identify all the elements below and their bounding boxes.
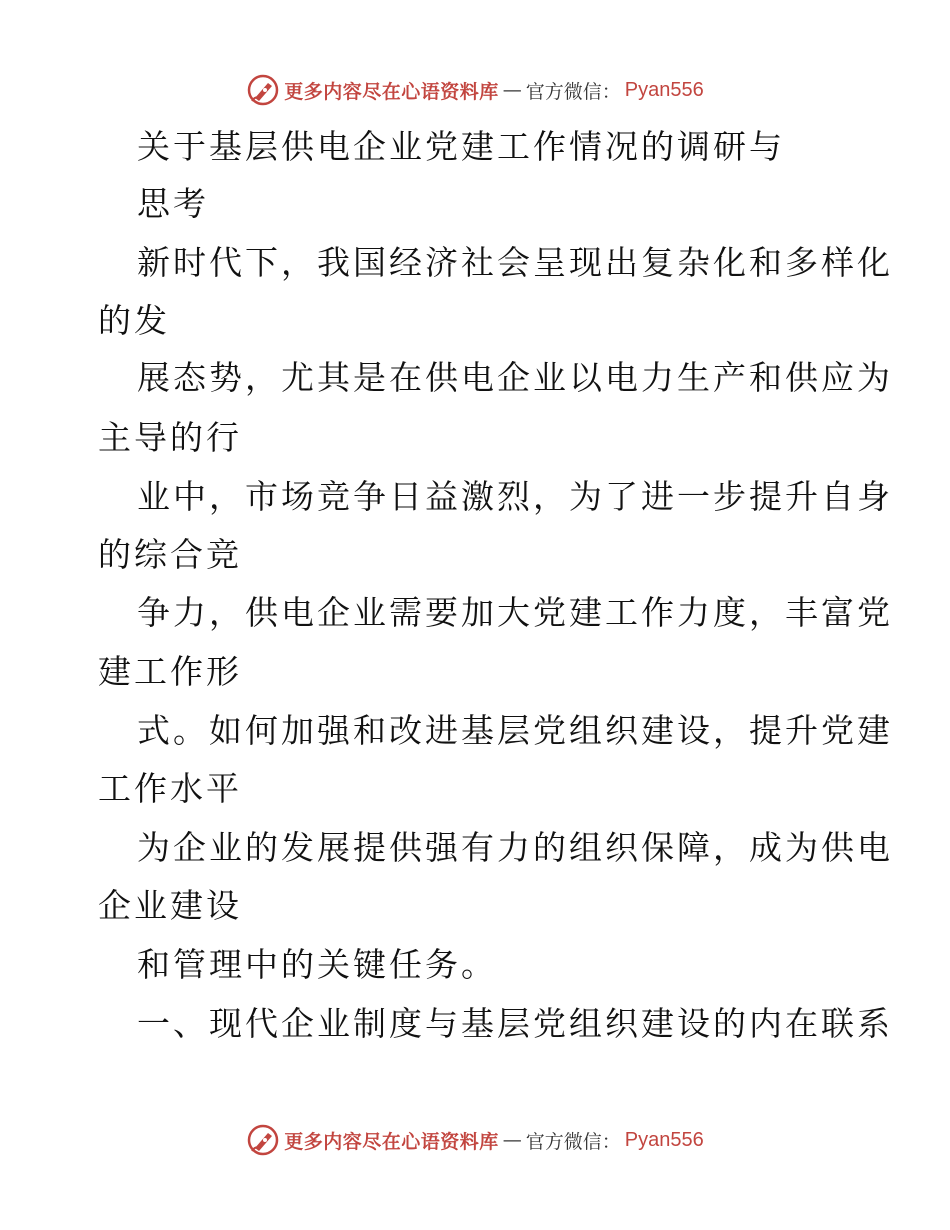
document-text-line: 的综合竞 [98, 535, 242, 574]
watermark-brand-text: 更多内容尽在心语资料库 [284, 80, 499, 103]
pen-nib-logo-icon [246, 1123, 280, 1157]
section-heading-line: 一、现代企业制度与基层党组织建设的内在联系 [137, 1004, 893, 1043]
document-text-line: 业中，市场竞争日益激烈，为了进一步提升自身 [137, 477, 893, 516]
document-text-line: 新时代下，我国经济社会呈现出复杂化和多样化 [137, 243, 893, 282]
header-watermark [0, 70, 950, 110]
document-text-line: 争力，供电企业需要加大党建工作力度，丰富党 [137, 593, 893, 632]
document-text-line: 工作水平 [98, 769, 242, 808]
document-text-line: 为企业的发展提供强有力的组织保障，成为供电 [137, 828, 893, 867]
pen-nib-logo-icon [246, 73, 280, 107]
document-text-line: 展态势，尤其是在供电企业以电力生产和供应为 [137, 358, 893, 397]
document-text-line: 的发 [98, 301, 170, 340]
document-title-line-2: 思考 [137, 184, 209, 223]
footer-watermark [0, 1120, 950, 1160]
document-text-line: 和管理中的关键任务。 [137, 945, 497, 984]
watermark-channel-text: 官方微信： [525, 80, 621, 103]
document-text-line: 式。如何加强和改进基层党组织建设，提升党建 [137, 711, 893, 750]
watermark-handle: Pyan556 [624, 1128, 704, 1151]
watermark-separator: — [502, 79, 522, 101]
watermark-handle: Pyan556 [624, 78, 704, 101]
document-text-line: 建工作形 [98, 652, 242, 691]
watermark-separator: — [502, 1129, 522, 1151]
document-title-line-1: 关于基层供电企业党建工作情况的调研与 [137, 127, 785, 166]
watermark-brand-text: 更多内容尽在心语资料库 [284, 1130, 499, 1153]
watermark-channel-text: 官方微信： [525, 1130, 621, 1153]
document-text-line: 企业建设 [98, 886, 242, 925]
document-text-line: 主导的行 [98, 418, 242, 457]
